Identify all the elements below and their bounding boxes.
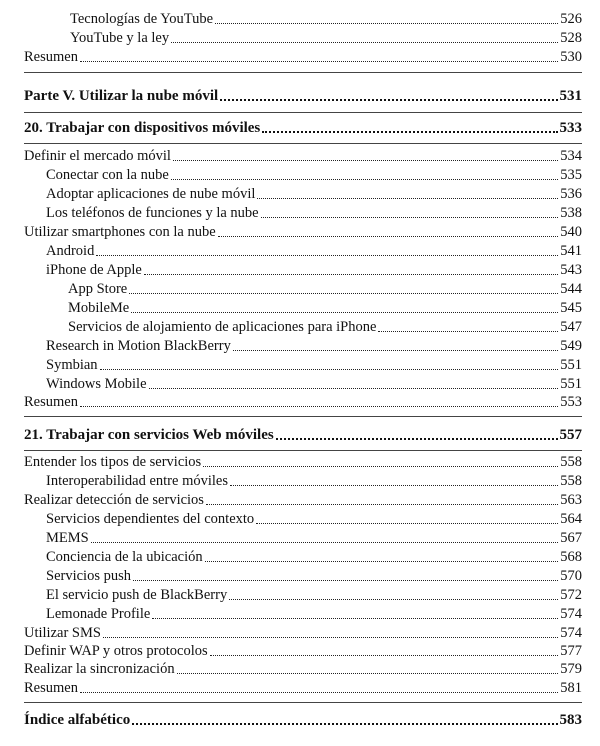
dot-leader: [218, 236, 559, 237]
toc-entry-label: Los teléfonos de funciones y la nube: [46, 205, 259, 221]
toc-entry-page: 574: [560, 606, 582, 622]
dot-leader: [173, 160, 558, 161]
toc-entry[interactable]: [24, 586, 582, 604]
dot-leader: [229, 599, 558, 600]
dot-leader: [171, 42, 558, 43]
dot-leader: [220, 99, 557, 101]
dot-leader: [144, 274, 558, 275]
dot-leader: [80, 692, 558, 693]
toc-entry-label: Realizar la sincronización: [24, 661, 175, 677]
toc-entry-page: 558: [560, 473, 582, 489]
toc-entry-label: Entender los tipos de servicios: [24, 454, 202, 470]
toc-entry-page: 572: [560, 587, 582, 603]
toc-entry-page: 563: [560, 492, 582, 508]
toc-entry-label: MobileMe: [68, 300, 130, 316]
toc-entry-label: Definir el mercado móvil: [24, 148, 171, 164]
toc-entry-page: 526: [560, 11, 582, 27]
dot-leader: [149, 388, 559, 389]
toc-entry-page: 583: [559, 712, 582, 728]
toc-entry[interactable]: [24, 679, 582, 697]
dot-leader: [261, 217, 559, 218]
toc-entry-page: 549: [560, 338, 582, 354]
dot-leader: [256, 523, 558, 524]
toc-chapter-heading[interactable]: [24, 119, 582, 137]
divider: [24, 72, 582, 73]
toc-entry[interactable]: [24, 491, 582, 509]
toc-entry-label: Definir WAP y otros protocolos: [24, 643, 208, 659]
toc-entry-page: 540: [560, 224, 582, 240]
dot-leader: [230, 485, 558, 486]
dot-leader: [177, 673, 559, 674]
toc-chapter-heading[interactable]: [24, 426, 582, 444]
toc-entry-label: Windows Mobile: [46, 376, 147, 392]
toc-entry[interactable]: [24, 223, 582, 241]
dot-leader: [152, 618, 558, 619]
toc-entry[interactable]: [24, 356, 582, 374]
dot-leader: [378, 331, 558, 332]
toc-entry-label: 20. Trabajar con dispositivos móviles: [24, 120, 261, 136]
toc-entry-label: Utilizar smartphones con la nube: [24, 224, 216, 240]
toc-entry-label: Interoperabilidad entre móviles: [46, 473, 228, 489]
toc-entry-label: Resumen: [24, 394, 78, 410]
toc-entry[interactable]: [24, 529, 582, 547]
dot-leader: [80, 406, 558, 407]
dot-leader: [91, 542, 559, 543]
toc-entry[interactable]: [24, 204, 582, 222]
toc-entry[interactable]: [24, 10, 582, 28]
toc-entry-page: 551: [560, 357, 582, 373]
toc-entry-label: YouTube y la ley: [70, 30, 170, 46]
toc-index-heading[interactable]: [24, 711, 582, 729]
toc-entry-label: Servicios push: [46, 568, 131, 584]
toc-entry-label: Conciencia de la ubicación: [46, 549, 203, 565]
toc-entry-label: Research in Motion BlackBerry: [46, 338, 231, 354]
dot-leader: [80, 61, 558, 62]
toc-entry-page: 568: [560, 549, 582, 565]
toc-entry-page: 538: [560, 205, 582, 221]
toc-entry[interactable]: [24, 642, 582, 660]
dot-leader: [233, 350, 558, 351]
toc-part-heading[interactable]: [24, 87, 582, 105]
dot-leader: [133, 580, 558, 581]
toc-entry-page: 528: [560, 30, 582, 46]
dot-leader: [96, 255, 558, 256]
toc-entry-label: Servicios dependientes del contexto: [46, 511, 255, 527]
divider: [24, 450, 582, 451]
toc-entry-page: 531: [559, 88, 582, 104]
toc-entry-page: 577: [560, 643, 582, 659]
dot-leader: [129, 293, 558, 294]
toc-entry[interactable]: [24, 242, 582, 260]
dot-leader: [210, 655, 559, 656]
toc-entry-label: Tecnologías de YouTube: [70, 11, 214, 27]
toc-entry-label: 21. Trabajar con servicios Web móviles: [24, 427, 274, 443]
toc-entry-page: 564: [560, 511, 582, 527]
toc-entry-label: Utilizar SMS: [24, 625, 101, 641]
toc-entry-page: 530: [560, 49, 582, 65]
toc-entry-page: 547: [560, 319, 582, 335]
divider: [24, 112, 582, 113]
toc-entry-page: 544: [560, 281, 582, 297]
dot-leader: [276, 438, 558, 440]
toc-entry-page: 543: [560, 262, 582, 278]
toc-entry[interactable]: [24, 453, 582, 471]
dot-leader: [205, 561, 559, 562]
toc-entry[interactable]: [24, 261, 582, 279]
toc-entry[interactable]: [24, 472, 582, 490]
toc-entry[interactable]: [24, 29, 582, 47]
toc-entry[interactable]: [24, 624, 582, 642]
toc-entry-label: App Store: [68, 281, 128, 297]
divider: [24, 416, 582, 417]
toc-entry[interactable]: [24, 48, 582, 66]
dot-leader: [257, 198, 558, 199]
toc-entry[interactable]: [24, 337, 582, 355]
toc-entry-label: iPhone de Apple: [46, 262, 142, 278]
toc-entry[interactable]: [24, 567, 582, 585]
toc-entry[interactable]: [24, 318, 582, 336]
toc-entry-label: Realizar detección de servicios: [24, 492, 204, 508]
dot-leader: [262, 131, 557, 133]
dot-leader: [206, 504, 558, 505]
toc-entry[interactable]: [24, 147, 582, 165]
toc-entry-page: 535: [560, 167, 582, 183]
toc-entry-label: Lemonade Profile: [46, 606, 151, 622]
toc-entry-label: Resumen: [24, 49, 78, 65]
toc-entry-label: Servicios de alojamiento de aplicaciones para iPhone: [68, 319, 377, 335]
dot-leader: [100, 369, 559, 370]
toc-entry-label: Resumen: [24, 680, 78, 696]
divider: [24, 702, 582, 703]
toc-entry-page: 551: [560, 376, 582, 392]
toc-entry-page: 567: [560, 530, 582, 546]
toc-entry-page: 536: [560, 186, 582, 202]
toc-entry-label: El servicio push de BlackBerry: [46, 587, 228, 603]
toc-entry[interactable]: [24, 375, 582, 393]
divider: [24, 143, 582, 144]
toc-entry-page: 553: [560, 394, 582, 410]
toc-entry-label: Adoptar aplicaciones de nube móvil: [46, 186, 256, 202]
dot-leader: [131, 312, 558, 313]
toc-entry-label: Conectar con la nube: [46, 167, 169, 183]
toc-entry-page: 558: [560, 454, 582, 470]
toc-entry-page: 581: [560, 680, 582, 696]
toc-entry[interactable]: [24, 510, 582, 528]
toc-entry-label: Android: [46, 243, 95, 259]
toc-entry-page: 545: [560, 300, 582, 316]
toc-entry-page: 557: [559, 427, 582, 443]
toc-entry-page: 574: [560, 625, 582, 641]
toc-entry[interactable]: [24, 166, 582, 184]
toc-entry-label: Índice alfabético: [24, 712, 131, 728]
toc-entry-page: 533: [559, 120, 582, 136]
toc-entry[interactable]: [24, 605, 582, 623]
toc-entry-page: 541: [560, 243, 582, 259]
toc-entry-label: Symbian: [46, 357, 98, 373]
toc-entry-label: Parte V. Utilizar la nube móvil: [24, 88, 219, 104]
toc-entry-label: MEMS: [46, 530, 89, 546]
toc-entry[interactable]: [24, 185, 582, 203]
toc-entry[interactable]: [24, 280, 582, 298]
toc-entry-page: 579: [560, 661, 582, 677]
dot-leader: [103, 637, 558, 638]
toc-entry[interactable]: [24, 393, 582, 411]
toc-entry-page: 570: [560, 568, 582, 584]
toc-entry[interactable]: [24, 660, 582, 678]
toc-entry-page: 534: [560, 148, 582, 164]
toc-entry[interactable]: [24, 548, 582, 566]
dot-leader: [132, 723, 557, 725]
toc-entry[interactable]: [24, 299, 582, 317]
dot-leader: [171, 179, 558, 180]
dot-leader: [203, 466, 558, 467]
dot-leader: [215, 23, 558, 24]
